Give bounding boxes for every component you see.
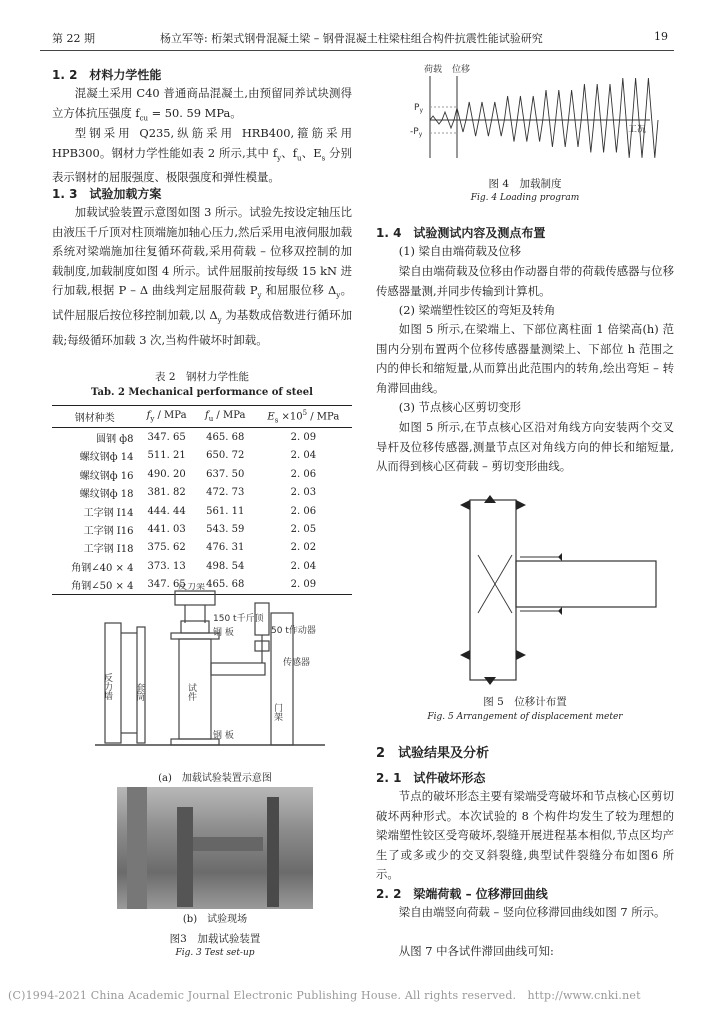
table-cell: 2. 06 [290,505,317,517]
figure-3-caption-en: Fig. 3 Test set-up [175,948,255,958]
section-1-3-paragraph: 加载试验装置示意图如图 3 所示。试验先按设定轴压比由液压千斤顶对柱顶端施加轴心压力,然后采用电液伺服加载系统对梁端施加往复循环荷载,采用荷载 – 位移双控制的加载制度,加载制度如图 4 所示。试件屈服前按每级 15 kN 进行加载,根据 P – Δ 曲线判定屈服荷载 $P_y$ 和屈服位移 $\Delta_y$。试件屈服后按位移控制加载,以 $\Delta_y$ 为基数成倍数进行循环加载;每级循环加载 3 次,当构件破坏时卸载。 [52,205,353,347]
section-2-2-heading: 2. 2 梁端荷载 – 位移滞回曲线 [376,887,548,901]
table-cell: 561. 11 [206,505,245,517]
table-cell: 2. 04 [290,450,317,462]
section-1-4-sub-3: (3) 节点核心区剪切变形 [398,400,522,414]
table-cell: 347. 65 [147,432,186,444]
table-cell: 螺纹钢ф 16 [79,470,134,482]
table-cell: 373. 13 [147,560,186,572]
table-cell: 2. 05 [290,523,317,535]
label-sensor: 传感器 [283,658,311,668]
section-1-4-paragraph-2: 如图 5 所示,在梁端上、下部位离柱面 1 倍梁高(h) 范围内分别布置两个位移传感器量测梁上、下部位 h 范围之内的伸长和缩短量,从而算出此范围内的转角,绘出弯矩 – 转角滞回曲线。 [376,322,674,395]
table-cell: 476. 31 [206,542,245,554]
table-cell: 347. 65 [137,575,195,594]
section-1-4-heading: 1. 4 试验测试内容及测点布置 [376,226,546,240]
label-jack: 150 t千斤顶 [213,614,264,624]
table-cell: 381. 82 [147,487,186,499]
table-row [52,447,352,465]
figure-5-displacement-meters [450,495,660,685]
figure-3a-schematic [95,583,335,768]
table-cell: 角钢∠50 × 4 [52,575,137,594]
table-cell: 465. 68 [196,575,255,594]
table-row [52,428,352,447]
table-cell: 511. 21 [147,450,186,462]
axis-label-load: 荷载 [424,65,443,75]
label-sleeve: 套筒 [134,683,144,701]
table-2-title-cn: 表 2 钢材力学性能 [154,371,250,383]
tick-neg-py: $-P_y$ [410,127,423,138]
steel-properties-table [52,405,352,595]
copyright-footer: (C)1994-2021 China Academic Journal Electronic Publishing House. All rights reserved. http://www.cnki.net [8,989,641,1002]
table-row [52,465,352,483]
table-cell: 工字钢 I18 [83,544,134,556]
section-1-2-paragraph-1: 混凝土采用 C40 普通商品混凝土,由预留同养试块测得立方体抗压强度 $f_{cu} = 50$. 59 MPa。 [52,86,352,122]
label-reaction-wall: 反力墙 [102,673,112,700]
column-outline [470,500,516,680]
figure-3-caption-cn: 图3 加载试验装置 [169,933,261,945]
table-cell: 角钢∠40 × 4 [71,562,134,574]
section-2-2-paragraph-1: 梁自由端竖向荷载 – 竖向位移滞回曲线如图 7 所示。 [398,905,666,919]
section-1-3-heading: 1. 3 试验加载方案 [52,187,162,201]
test-site-photo [117,787,313,909]
tick-py: $P_y$ [414,103,423,114]
table-header-row [52,406,352,428]
table-cell: 圆钢 ф8 [96,434,134,446]
col-es: $E_s \times 10^5$ / MPa [255,406,352,428]
figure-5-caption-cn: 图 5 位移计布置 [483,696,567,708]
running-title: 杨立军等: 桁架式钢骨混凝土梁 – 钢骨混凝土柱梁柱组合构件抗震性能试验研究 [160,32,543,45]
table-cell: 441. 03 [147,523,186,535]
axis-label-displacement: 位移 [452,65,471,75]
table-cell: 2. 03 [290,487,317,499]
section-1-4-sub-2: (2) 梁端塑性铰区的弯矩及转角 [398,303,556,317]
section-2-1-paragraph: 节点的破坏形态主要有梁端受弯破坏和节点核心区剪切破坏两种形式。本次试验的 8 个构件均发生了较为理想的梁端塑性铰区受弯破坏,裂缝开展进程基本相似,节点区均产生了或多或少的交叉斜裂缝,典型试件裂缝分布如图6 所示。 [376,789,674,881]
axis-label-case: 工况 [628,125,647,135]
section-2-heading: 2 试验结果及分析 [376,746,490,761]
reaction-frame-shape [175,591,215,605]
table-cell: 工字钢 I14 [83,507,134,519]
section-1-4-paragraph-1: 梁自由端荷载及位移由作动器自带的荷载传感器与位移传感器量测,并同步传输到计算机。 [376,264,674,298]
table-cell: 工字钢 I16 [83,525,134,537]
table-cell: 螺纹钢ф 18 [79,489,134,501]
table-cell: 2. 09 [255,575,352,594]
table-cell: 2. 06 [290,468,317,480]
label-door-frame: 门架 [272,703,282,721]
table-row [52,557,352,575]
figure-3a-caption: (a) 加载试验装置示意图 [158,773,272,784]
table-cell: 2. 09 [290,432,317,444]
figure-4-caption-en: Fig. 4 Loading program [470,193,580,203]
table-cell: 650. 72 [206,450,245,462]
specimen-beam-shape [211,663,265,675]
section-1-2-heading: 1. 2 材料力学性能 [52,68,162,82]
label-specimen: 试件 [186,683,196,701]
section-1-2-paragraph-2: 型钢采用 Q235,纵筋采用 HRB400,箍筋采用 HPB300。钢材力学性能如表 2 所示,其中 $f_y$、$f_u$、$E_s$ 分别表示钢材的屈服强度、极限强度和弹性模量。 [52,126,352,185]
page-number: 19 [654,30,668,43]
table-cell: 543. 59 [206,523,245,535]
col-steel-type: 钢材种类 [52,406,137,428]
table-row [52,539,352,557]
label-steel-plate-bottom: 钢 板 [213,731,234,741]
table-cell: 637. 50 [206,468,245,480]
issue-number: 第 22 期 [52,32,95,45]
label-steel-plate-top: 钢 板 [213,628,234,638]
table-row [52,483,352,501]
table-cell: 2. 02 [290,542,317,554]
table-cell: 498. 54 [206,560,245,572]
label-actuator: 50 t作动器 [271,626,316,636]
col-fy: $f_y$ / MPa [137,406,195,428]
section-1-4-sub-1: (1) 梁自由端荷载及位移 [398,244,522,258]
figure-4-loading-program [410,62,660,167]
table-cell: 490. 20 [147,468,186,480]
table-row [52,502,352,520]
section-2-2-paragraph-2: 从图 7 中各试件滞回曲线可知: [398,944,554,958]
beam-outline [516,561,656,607]
header-rule [40,50,674,51]
figure-3b-caption: (b) 试验现场 [182,914,248,925]
table-cell: 螺纹钢ф 14 [79,452,134,464]
table-cell: 444. 44 [147,505,186,517]
table-cell: 2. 04 [290,560,317,572]
label-reaction-frame: 反力架 [178,583,206,592]
col-fu: $f_u$ / MPa [196,406,255,428]
displacement-controlled-cycles [466,78,658,158]
table-cell: 472. 73 [206,487,245,499]
figure-4-caption-cn: 图 4 加载制度 [488,178,562,190]
table-cell: 465. 68 [206,432,245,444]
table-cell: 375. 62 [147,542,186,554]
table-row [52,520,352,538]
table-2-title-en: Tab. 2 Mechanical performance of steel [91,387,313,398]
section-2-1-heading: 2. 1 试件破坏形态 [376,771,486,785]
figure-5-caption-en: Fig. 5 Arrangement of displacement meter [427,712,623,722]
section-1-4-paragraph-3: 如图 5 所示,在节点核心区沿对角线方向安装两个交叉导杆及位移传感器,测量节点区对角线方向的伸长和缩短量,从而得到核心区荷载 – 剪切变形曲线。 [376,420,674,473]
